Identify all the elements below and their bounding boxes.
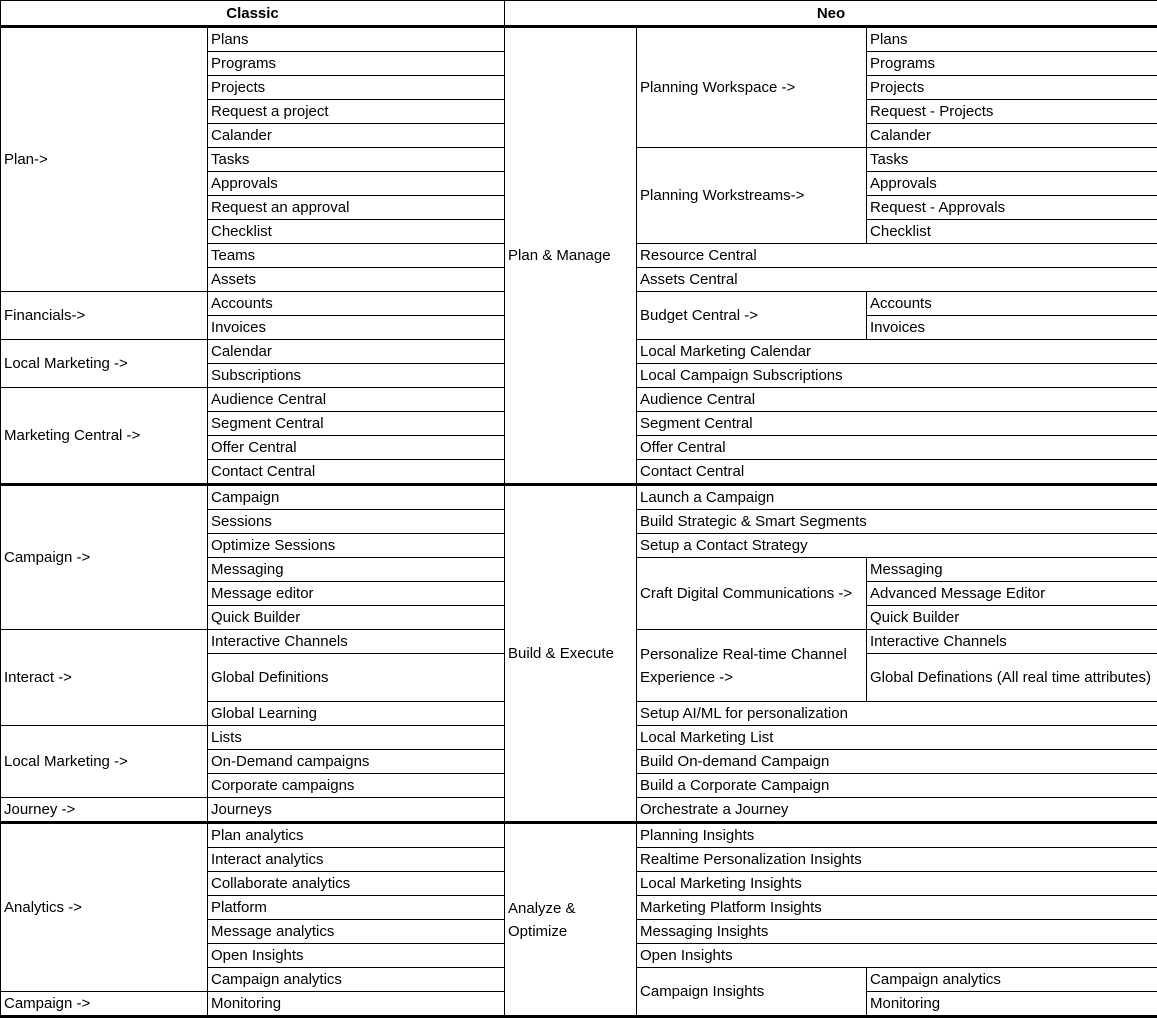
neo-item-cell: Launch a Campaign (637, 485, 1157, 510)
neo-item-cell: Messaging (867, 558, 1157, 582)
neo-item-cell: Setup AI/ML for personalization (637, 702, 1157, 726)
neo-item-cell: Setup a Contact Strategy (637, 534, 1157, 558)
classic-item-cell: Plan analytics (208, 823, 505, 848)
classic-item-cell: Calander (208, 124, 505, 148)
classic-item-cell: Request an approval (208, 196, 505, 220)
neo-group-cell: Craft Digital Communications -> (637, 558, 867, 630)
classic-item-cell: Assets (208, 268, 505, 292)
neo-item-cell: Build On-demand Campaign (637, 750, 1157, 774)
neo-item-cell: Approvals (867, 172, 1157, 196)
classic-item-cell: Monitoring (208, 992, 505, 1017)
classic-item-cell: Calendar (208, 340, 505, 364)
classic-item-cell: Plans (208, 27, 505, 52)
classic-item-cell: Approvals (208, 172, 505, 196)
classic-item-cell: Programs (208, 52, 505, 76)
classic-item-cell: Audience Central (208, 388, 505, 412)
classic-item-cell: Interact analytics (208, 848, 505, 872)
neo-phase-cell: Plan & Manage (505, 27, 637, 485)
neo-group-cell: Planning Workspace -> (637, 27, 867, 148)
classic-group-cell: Financials-> (1, 292, 208, 340)
neo-item-cell: Projects (867, 76, 1157, 100)
classic-item-cell: Subscriptions (208, 364, 505, 388)
neo-item-cell: Monitoring (867, 992, 1157, 1017)
neo-item-cell: Advanced Message Editor (867, 582, 1157, 606)
classic-item-cell: Checklist (208, 220, 505, 244)
classic-item-cell: Message analytics (208, 920, 505, 944)
neo-item-cell: Contact Central (637, 460, 1157, 485)
classic-item-cell: Request a project (208, 100, 505, 124)
neo-item-cell: Orchestrate a Journey (637, 798, 1157, 823)
neo-item-cell: Messaging Insights (637, 920, 1157, 944)
neo-item-cell: Request - Approvals (867, 196, 1157, 220)
classic-group-cell: Marketing Central -> (1, 388, 208, 485)
neo-item-cell: Open Insights (637, 944, 1157, 968)
classic-item-cell: Journeys (208, 798, 505, 823)
neo-item-cell: Planning Insights (637, 823, 1157, 848)
classic-item-cell: Global Learning (208, 702, 505, 726)
classic-group-cell: Local Marketing -> (1, 340, 208, 388)
classic-item-cell: Campaign (208, 485, 505, 510)
classic-item-cell: Invoices (208, 316, 505, 340)
classic-item-cell: On-Demand campaigns (208, 750, 505, 774)
classic-item-cell: Quick Builder (208, 606, 505, 630)
neo-item-cell: Segment Central (637, 412, 1157, 436)
classic-group-cell: Plan-> (1, 27, 208, 292)
header-neo: Neo (505, 1, 1157, 27)
neo-item-cell: Resource Central (637, 244, 1157, 268)
classic-item-cell: Projects (208, 76, 505, 100)
neo-item-cell: Offer Central (637, 436, 1157, 460)
classic-item-cell: Teams (208, 244, 505, 268)
neo-group-cell: Planning Workstreams-> (637, 148, 867, 244)
neo-item-cell: Accounts (867, 292, 1157, 316)
neo-item-cell: Marketing Platform Insights (637, 896, 1157, 920)
neo-group-cell: Budget Central -> (637, 292, 867, 340)
classic-group-cell: Campaign -> (1, 485, 208, 630)
classic-item-cell: Messaging (208, 558, 505, 582)
header-classic: Classic (1, 1, 505, 27)
neo-item-cell: Build Strategic & Smart Segments (637, 510, 1157, 534)
neo-phase-cell: Analyze & Optimize (505, 823, 637, 1017)
table-row (1, 485, 1157, 510)
neo-item-cell: Realtime Personalization Insights (637, 848, 1157, 872)
classic-item-cell: Interactive Channels (208, 630, 505, 654)
classic-item-cell: Segment Central (208, 412, 505, 436)
neo-group-cell: Personalize Real-time Channel Experience -> (637, 630, 867, 702)
neo-item-cell: Campaign analytics (867, 968, 1157, 992)
classic-group-cell: Journey -> (1, 798, 208, 823)
classic-item-cell: Optimize Sessions (208, 534, 505, 558)
classic-item-cell: Message editor (208, 582, 505, 606)
neo-item-cell: Plans (867, 27, 1157, 52)
neo-item-cell: Build a Corporate Campaign (637, 774, 1157, 798)
neo-item-cell: Invoices (867, 316, 1157, 340)
classic-item-cell: Contact Central (208, 460, 505, 485)
neo-phase-cell: Build & Execute (505, 485, 637, 823)
neo-item-cell: Audience Central (637, 388, 1157, 412)
classic-item-cell: Tasks (208, 148, 505, 172)
neo-item-cell: Programs (867, 52, 1157, 76)
neo-item-cell: Global Definations (All real time attributes) (867, 654, 1157, 702)
neo-item-cell: Local Marketing List (637, 726, 1157, 750)
mapping-table-body (1, 27, 1157, 1017)
neo-item-cell: Tasks (867, 148, 1157, 172)
classic-item-cell: Lists (208, 726, 505, 750)
neo-item-cell: Local Marketing Calendar (637, 340, 1157, 364)
neo-item-cell: Local Campaign Subscriptions (637, 364, 1157, 388)
classic-item-cell: Platform (208, 896, 505, 920)
classic-item-cell: Corporate campaigns (208, 774, 505, 798)
header-row (1, 1, 1157, 27)
neo-item-cell: Assets Central (637, 268, 1157, 292)
neo-item-cell: Local Marketing Insights (637, 872, 1157, 896)
table-row (1, 27, 1157, 52)
classic-item-cell: Open Insights (208, 944, 505, 968)
classic-item-cell: Sessions (208, 510, 505, 534)
classic-group-cell: Campaign -> (1, 992, 208, 1017)
neo-item-cell: Calander (867, 124, 1157, 148)
classic-item-cell: Collaborate analytics (208, 872, 505, 896)
neo-item-cell: Checklist (867, 220, 1157, 244)
classic-group-cell: Local Marketing -> (1, 726, 208, 798)
classic-group-cell: Interact -> (1, 630, 208, 726)
classic-item-cell: Global Definitions (208, 654, 505, 702)
neo-item-cell: Quick Builder (867, 606, 1157, 630)
classic-group-cell: Analytics -> (1, 823, 208, 992)
classic-item-cell: Accounts (208, 292, 505, 316)
classic-item-cell: Offer Central (208, 436, 505, 460)
classic-item-cell: Campaign analytics (208, 968, 505, 992)
neo-item-cell: Interactive Channels (867, 630, 1157, 654)
neo-item-cell: Request - Projects (867, 100, 1157, 124)
neo-group-cell: Campaign Insights (637, 968, 867, 1017)
table-row (1, 823, 1157, 848)
